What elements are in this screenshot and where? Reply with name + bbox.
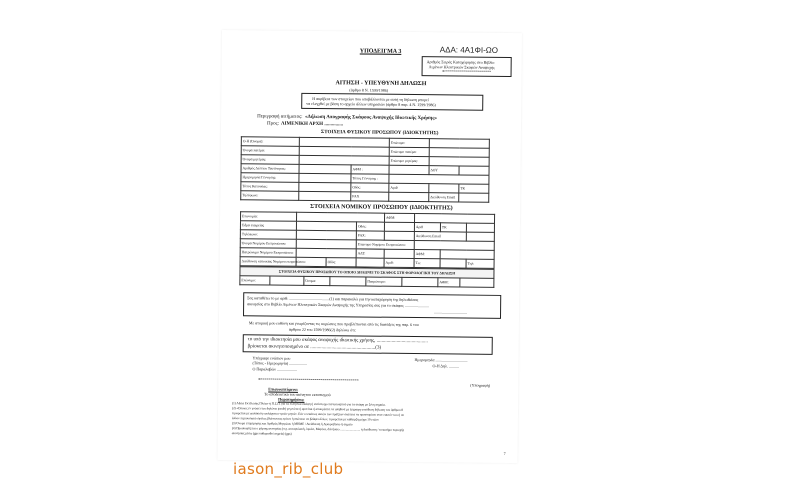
- field-label: Όνομα πατέρα:: [241, 146, 299, 156]
- rep-postcode-field[interactable]: [440, 259, 466, 268]
- field-label: Τηλέφωνο:: [240, 230, 296, 240]
- legal-person-heading: ΣΤΟΙΧΕΙΑ ΝΟΜΙΚΟΥ ΠΡΟΣΩΠΟΥ (ΙΔΙΟΚΤΗΤΗΣ): [310, 203, 453, 212]
- field-label: Επώνυμο μητέρας:: [389, 156, 429, 165]
- notes-list: [232, 401, 502, 439]
- tax-person-table: [239, 266, 494, 288]
- left-sign-1: Υπέγραψε ενώπιον μου: [252, 355, 291, 361]
- tax-id-field[interactable]: [389, 165, 429, 174]
- field-label: Τ.κ:: [414, 259, 440, 268]
- field-label: Έδρα εταιρείας: [240, 221, 296, 231]
- field-label: Ο-Η (Όνομα):: [241, 137, 299, 147]
- attachments-text: Το αποδεικτικό του ακίνητου εκτοπισμού: [264, 391, 331, 398]
- tax-surname-field[interactable]: [270, 276, 304, 285]
- phone-field[interactable]: [299, 191, 351, 201]
- field-label: Επώνυμο Νομίμου Εκπροσώπου:: [356, 240, 414, 250]
- field-label: Οδός:: [356, 222, 384, 231]
- field-label: Οδός:: [326, 258, 356, 267]
- oath-line-1: Με ατομική μου ευθύνη και γνωρίζοντας τις κυρώσεις που προβλέπονται από τις διατάξεις της παρ. 6 του: [248, 320, 419, 328]
- notice-line-2: να ελεγχθεί με βάση το αρχείο άλλων υπηρεσιών (άρθρο 8 παρ. 4 Ν. 1599/1986): [306, 100, 436, 108]
- field-label: Διεύθυνση Email: [429, 193, 459, 202]
- note-item: (2) «Όποιος εν γνώσει του δηλώνει ψευδή γεγονότα ή αρνείται ή αποκρύπτει τα αληθινά με έγγραφη υπεύθυνη δήλωση του άρθρου 8: [232, 406, 403, 412]
- tax-name-field[interactable]: [330, 277, 366, 286]
- field-label: Όνομα Νομίμου Εκπροσώπου:: [240, 239, 296, 249]
- declaration-box: [243, 292, 501, 319]
- declaration-line-1: Σας καταθέτω το με αριθ. ........................................(1) και παρακαλώ για την καταχώρηση της δηλωθείσας: [247, 295, 419, 303]
- registry-box: [422, 56, 512, 77]
- watermark-text: iason_rib_club: [233, 460, 344, 478]
- field-label: ΑΦΜ:: [438, 278, 460, 287]
- field-label: Όνομα:: [304, 276, 330, 285]
- note-item: (4) Προσκομίζεται ο χάρτης ακινησίας (π.χ. ακτοφυλακή, λιμάνι, Μαρίνα, διά ήσσω ......................... ή διεύθυνση / τοποσήμο περιοχής: [231, 426, 405, 432]
- field-label: Ημερομηνία Γέννησης:: [241, 173, 299, 183]
- note-item: ακινησίας μέσω (gps καθορισθεί σημεία) (gps): [231, 431, 292, 436]
- right-sign-3: (Υπογραφή): [470, 382, 491, 388]
- notes-label: Παρατηρήσεις:: [278, 396, 305, 402]
- ada-code: ΑΔΑ: 4Α1ΦΙ-ΩΟ: [439, 45, 499, 55]
- tax-father-field[interactable]: [402, 277, 438, 286]
- field-label: Αριθμός Δελτίου Ταυτότητας:: [241, 164, 299, 174]
- field-label: Πατρώνυμο:: [366, 277, 402, 286]
- field-label: FAX: [351, 192, 389, 201]
- subject-value: «Δήλωση Απογραφής Σκάφους Αναψυχής Ιδιωτικής Χρήσης»: [305, 114, 437, 122]
- tax-afm-field[interactable]: [460, 278, 494, 287]
- right-sign-2: Ο-Η Δηλ. ..........: [432, 363, 460, 369]
- vessel-box: [243, 334, 493, 355]
- field-label: ΑΦΜ:: [384, 213, 414, 222]
- vessel-line-2: βρίσκεται ακινητοποιημένο σε ....................................................(3): [247, 344, 382, 351]
- right-sign-1: Ημερομηνία ................................: [414, 357, 468, 363]
- subject-label: Περιγραφή αιτήματος:: [257, 114, 303, 120]
- field-label: ΔΟΥ: [429, 166, 459, 175]
- field-label: Τηλ:: [466, 259, 494, 268]
- field-label: Όνομα μητέρας:: [241, 155, 299, 165]
- field-label: Επώνυμο πατέρα:: [389, 147, 429, 156]
- vessel-line-1: το υπό την ιδιοκτησία μου σκάφος αναψυχής ιδιωτικής χρήσης, .........................................: [247, 337, 428, 345]
- to-value: ΛΙΜΕΝΙΚΗ ΑΡΧΗ ...............: [280, 121, 344, 128]
- left-sign-3: Ο Παραλαβών ....................: [252, 366, 297, 372]
- note-item: άλλον περιουσιακό όφελος βλάπτοντας τρίτον ή σκόπευε να βλάψει άλλον, τιμωρείται με κάθειρξη μέχρι 10 ετών»: [231, 416, 380, 422]
- company-street-field[interactable]: [384, 222, 414, 231]
- field-label: ΑΦΜ :: [351, 165, 389, 174]
- field-label: Πατρώνυμο Νομίμου Εκπροσώπου:: [240, 248, 296, 258]
- form-model-label: ΥΠΟΔΕΙΓΜΑ 3: [359, 48, 402, 55]
- field-label: ΑΦΜ:: [414, 250, 440, 259]
- natural-person-heading: ΣΤΟΙΧΕΙΑ ΦΥΣΙΚΟΥ ΠΡΟΣΩΠΟΥ (ΙΔΙΟΚΤΗΤΗΣ): [320, 130, 439, 137]
- field-label: Τόπος Γέννησης :: [351, 174, 389, 183]
- note-item: τιμωρείται με φυλάκιση τουλάχιστον τριών μηνών. Εάν ο υπαίτιος αυτών των πράξεων σκόπευε να προσπορίσει στον εαυτόν του ή σε: [231, 411, 405, 417]
- oath-line-2: άρθρου 22 του 1599/1986(2) δηλώνω ότι:: [288, 326, 357, 333]
- natural-person-table: [240, 136, 490, 203]
- rep-street-field[interactable]: [356, 258, 384, 267]
- declaration-line-3: .................................: [434, 309, 468, 315]
- company-fax-field[interactable]: [384, 231, 414, 240]
- field-label: Αριθ: [389, 183, 429, 192]
- field-label: Διεύθυνση Email: [414, 232, 466, 242]
- declaration-line-2: ακινησίας στο Βιβλίο Λιμένων Ηλεκτρικών Σκαφών Αναψυχής της Υπηρεσίας σας για το σκάφος ........................: [247, 301, 429, 309]
- tax-office-field[interactable]: [459, 166, 489, 175]
- notice-box: [301, 93, 483, 111]
- left-sign-2: (Τόπος - Ημερομηνία) ..................: [252, 360, 308, 366]
- rep-id-field[interactable]: [384, 249, 414, 258]
- tax-heading: ΣΤΟΙΧΕΙΑ ΦΥΣΙΚΟΥ ΠΡΟΣΩΠΟΥ ΤΟ ΟΠΟΙΟ ΔΗΛΩΝΕΙ ΤΟ ΣΚΑΦΟΣ ΣΤΗ ΦΟΡΟΛΟΓΙΚΗ ΤΟΥ ΔΗΛΩΣΗ: [240, 267, 494, 279]
- field-label: Διεύθυνση κατοικίας Νομίμου εκπροσώπου:: [240, 257, 296, 267]
- fax-field[interactable]: [389, 192, 429, 201]
- field-label: Επώνυμο:: [240, 276, 270, 285]
- natural-row: [241, 191, 489, 203]
- attachments-label: Επισυναπτόμενα:: [268, 386, 299, 392]
- registry-line-2: Λιμένων Ηλεκτρικών Σκαφών Αναψυχής: [428, 64, 495, 70]
- note-item: (3) Όνομα επιχείρησης και Αριθμός Μητρώου ή ΜΗΜΕ / Διεύθυνση ή Αγκυροβόλιο ή σημείο: [231, 421, 353, 427]
- page-number: 7: [503, 450, 506, 456]
- field-label: ΑΔΤ:: [356, 249, 384, 258]
- form-title: ΑΙΤΗΣΗ - ΥΠΕΥΘΥΝΗ ΔΗΛΩΣΗ: [335, 80, 427, 88]
- field-label: FAX:: [356, 231, 384, 240]
- field-label: Αριθ:: [384, 258, 414, 267]
- to-label: Προς:: [266, 121, 280, 127]
- field-label: Επωνυμία:: [241, 212, 297, 222]
- law-reference: (άρθρο 8 Ν. 1599/1986): [349, 87, 389, 93]
- field-label: Τόπος Κατοικίας:: [241, 182, 299, 192]
- notice-line-1: Η ακρίβεια των στοιχείων που υποβάλλονται με αυτή τη δήλωση μπορεί: [312, 95, 429, 103]
- field-label: Τηλέφωνο:: [241, 191, 299, 201]
- company-email-field[interactable]: [466, 232, 494, 241]
- field-label: ΤΚ: [440, 223, 466, 232]
- number-field[interactable]: [429, 184, 459, 193]
- form-page: [217, 30, 521, 463]
- field-label: ΤΚ: [459, 184, 489, 193]
- field-label: Επώνυμο:: [389, 138, 429, 147]
- email-field[interactable]: [459, 193, 489, 202]
- note-item: (1) Αδεια Εκτέλεσης Πλόων ή Π.Σ.Π. για τα ελληνικά σκάφη ή αντίστοιχο πιστοποιητικό για τα σκάφη με ξένη σημαία.: [232, 401, 386, 407]
- tax-row: [240, 276, 494, 288]
- legal-person-table: [240, 211, 496, 269]
- registry-line-1: Αριθμός Σειράς Καταχώρησης στο Βιβλίο: [426, 59, 495, 65]
- company-postcode-field[interactable]: [466, 223, 494, 232]
- field-label: Οδός:: [351, 183, 389, 192]
- field-label: Αριθ: [414, 223, 440, 232]
